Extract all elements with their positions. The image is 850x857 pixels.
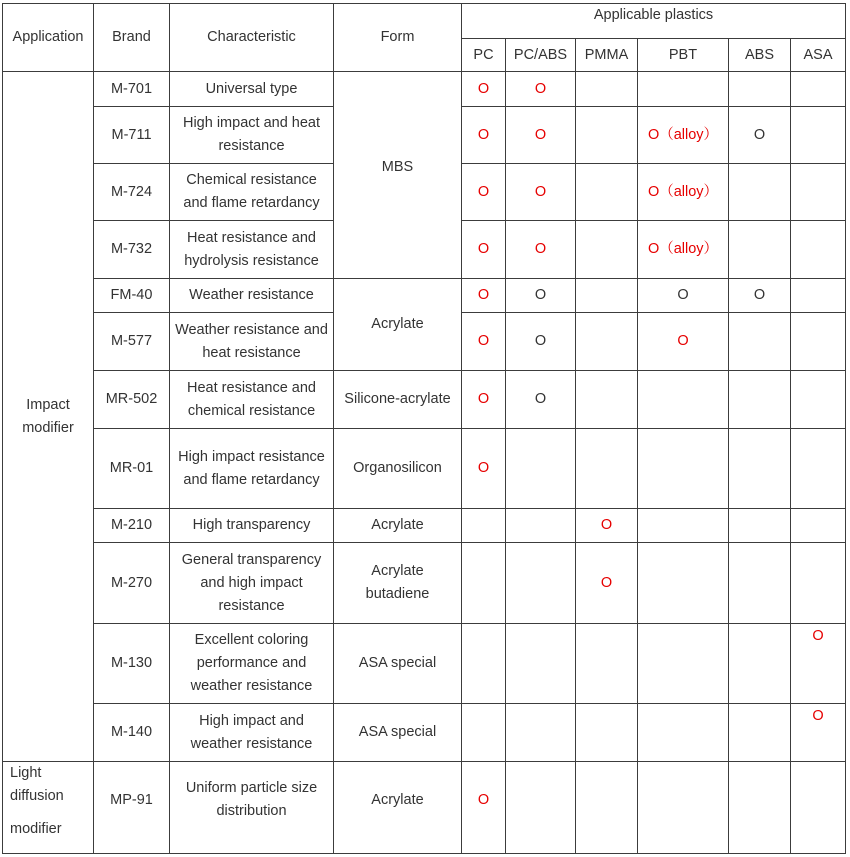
- brand-cell: M-140: [94, 704, 170, 762]
- brand-cell: M-711: [94, 107, 170, 164]
- mark-pbt: O（alloy）: [638, 164, 729, 221]
- table-row: [3, 509, 846, 543]
- mark-pc-abs: O: [506, 107, 576, 164]
- mark-pmma: [576, 221, 638, 279]
- mark-pmma: [576, 371, 638, 429]
- header-plastic-pmma: PMMA: [576, 39, 638, 72]
- header-form: Form: [334, 4, 462, 72]
- mark-pmma: [576, 72, 638, 107]
- form-cell: MBS: [334, 72, 462, 279]
- mark-pbt: [638, 429, 729, 509]
- mark-pbt: [638, 624, 729, 704]
- characteristic-cell: Heat resistance and chemical resistance: [170, 371, 334, 429]
- mark-pmma: O: [576, 543, 638, 624]
- plastics-applicability-table: [2, 3, 846, 854]
- mark-pc: O: [462, 762, 506, 854]
- mark-pc-abs: [506, 704, 576, 762]
- mark-pbt: O（alloy）: [638, 107, 729, 164]
- mark-asa: [791, 313, 846, 371]
- characteristic-cell: Universal type: [170, 72, 334, 107]
- mark-pc: [462, 543, 506, 624]
- mark-pmma: [576, 624, 638, 704]
- mark-asa: [791, 221, 846, 279]
- brand-cell: M-210: [94, 509, 170, 543]
- mark-pc-abs: O: [506, 164, 576, 221]
- mark-pc: O: [462, 164, 506, 221]
- mark-pmma: [576, 762, 638, 854]
- brand-cell: MP-91: [94, 762, 170, 854]
- table-row: [3, 429, 846, 509]
- characteristic-cell: General transparency and high impact resistance: [170, 543, 334, 624]
- mark-asa: [791, 164, 846, 221]
- mark-pc-abs: O: [506, 221, 576, 279]
- mark-asa: [791, 429, 846, 509]
- mark-abs: [729, 543, 791, 624]
- header-plastic-pc-abs: PC/ABS: [506, 39, 576, 72]
- mark-pc: O: [462, 72, 506, 107]
- form-cell: Acrylate: [334, 279, 462, 371]
- header-characteristic: Characteristic: [170, 4, 334, 72]
- mark-pc: O: [462, 313, 506, 371]
- mark-pc: O: [462, 107, 506, 164]
- mark-pmma: [576, 164, 638, 221]
- brand-cell: M-270: [94, 543, 170, 624]
- mark-pc-abs: [506, 624, 576, 704]
- mark-pc-abs: O: [506, 371, 576, 429]
- mark-pmma: [576, 313, 638, 371]
- light-diffusion-line1: Light: [10, 765, 42, 781]
- mark-pc: [462, 704, 506, 762]
- mark-abs: [729, 221, 791, 279]
- mark-pbt: [638, 509, 729, 543]
- characteristic-cell: Chemical resistance and flame retardancy: [170, 164, 334, 221]
- mark-abs: O: [729, 279, 791, 313]
- mark-asa: [791, 107, 846, 164]
- table-row: [3, 624, 846, 704]
- mark-asa: [791, 543, 846, 624]
- mark-pbt: [638, 543, 729, 624]
- mark-abs: [729, 313, 791, 371]
- mark-pc-abs: [506, 429, 576, 509]
- mark-pc-abs: O: [506, 279, 576, 313]
- form-cell: ASA special: [334, 624, 462, 704]
- brand-cell: FM-40: [94, 279, 170, 313]
- mark-asa: [791, 279, 846, 313]
- mark-pmma: [576, 704, 638, 762]
- mark-abs: [729, 371, 791, 429]
- header-plastic-pc: PC: [462, 39, 506, 72]
- form-cell: ASA special: [334, 704, 462, 762]
- characteristic-cell: Weather resistance: [170, 279, 334, 313]
- characteristic-cell: High impact resistance and flame retardancy: [170, 429, 334, 509]
- form-cell: Silicone-acrylate: [334, 371, 462, 429]
- header-application: Application: [3, 4, 94, 72]
- group-light-diffusion-modifier: [3, 762, 94, 854]
- table-row: [3, 279, 846, 313]
- mark-abs: O: [729, 107, 791, 164]
- mark-asa: [791, 762, 846, 854]
- table-row: [3, 371, 846, 429]
- mark-abs: [729, 509, 791, 543]
- header-plastic-pbt: PBT: [638, 39, 729, 72]
- mark-pc: [462, 624, 506, 704]
- form-cell: Acrylate butadiene: [334, 543, 462, 624]
- brand-cell: M-701: [94, 72, 170, 107]
- table-row: [3, 704, 846, 762]
- header-brand: Brand: [94, 4, 170, 72]
- mark-asa: [791, 371, 846, 429]
- table-row: [3, 762, 846, 854]
- mark-pbt: O: [638, 279, 729, 313]
- mark-abs: [729, 704, 791, 762]
- mark-abs: [729, 429, 791, 509]
- light-diffusion-line2: diffusion: [10, 788, 64, 804]
- brand-cell: M-130: [94, 624, 170, 704]
- brand-cell: M-577: [94, 313, 170, 371]
- mark-pbt: O（alloy）: [638, 221, 729, 279]
- mark-pbt: [638, 72, 729, 107]
- mark-pbt: [638, 371, 729, 429]
- characteristic-cell: High transparency: [170, 509, 334, 543]
- mark-pc: O: [462, 279, 506, 313]
- mark-pc-abs: [506, 509, 576, 543]
- light-diffusion-line3: modifier: [10, 821, 62, 837]
- mark-pmma: [576, 429, 638, 509]
- mark-abs: [729, 72, 791, 107]
- mark-asa: O: [791, 704, 846, 762]
- group-impact-modifier: Impact modifier: [3, 72, 94, 762]
- mark-pc: O: [462, 221, 506, 279]
- characteristic-cell: High impact and heat resistance: [170, 107, 334, 164]
- mark-asa: [791, 509, 846, 543]
- characteristic-cell: Heat resistance and hydrolysis resistance: [170, 221, 334, 279]
- mark-pc-abs: [506, 762, 576, 854]
- header-plastic-asa: ASA: [791, 39, 846, 72]
- mark-pmma: [576, 107, 638, 164]
- header-plastic-abs: ABS: [729, 39, 791, 72]
- brand-cell: MR-502: [94, 371, 170, 429]
- mark-pmma: [576, 279, 638, 313]
- mark-asa: [791, 72, 846, 107]
- mark-pc-abs: [506, 543, 576, 624]
- mark-asa: O: [791, 624, 846, 704]
- mark-pbt: [638, 762, 729, 854]
- mark-abs: [729, 762, 791, 854]
- mark-abs: [729, 624, 791, 704]
- mark-pc-abs: O: [506, 72, 576, 107]
- mark-pbt: O: [638, 313, 729, 371]
- table-row: [3, 72, 846, 107]
- mark-pc: O: [462, 371, 506, 429]
- form-cell: Organosilicon: [334, 429, 462, 509]
- characteristic-cell: Weather resistance and heat resistance: [170, 313, 334, 371]
- mark-pc: [462, 509, 506, 543]
- table-row: [3, 543, 846, 624]
- characteristic-cell: Uniform particle size distribution: [170, 762, 334, 854]
- mark-abs: [729, 164, 791, 221]
- mark-pbt: [638, 704, 729, 762]
- header-applicable-plastics: Applicable plastics: [462, 4, 846, 39]
- brand-cell: M-724: [94, 164, 170, 221]
- mark-pc-abs: O: [506, 313, 576, 371]
- brand-cell: MR-01: [94, 429, 170, 509]
- characteristic-cell: High impact and weather resistance: [170, 704, 334, 762]
- mark-pc: O: [462, 429, 506, 509]
- characteristic-cell: Excellent coloring performance and weather resistance: [170, 624, 334, 704]
- form-cell: Acrylate: [334, 509, 462, 543]
- form-cell: Acrylate: [334, 762, 462, 854]
- mark-pmma: O: [576, 509, 638, 543]
- brand-cell: M-732: [94, 221, 170, 279]
